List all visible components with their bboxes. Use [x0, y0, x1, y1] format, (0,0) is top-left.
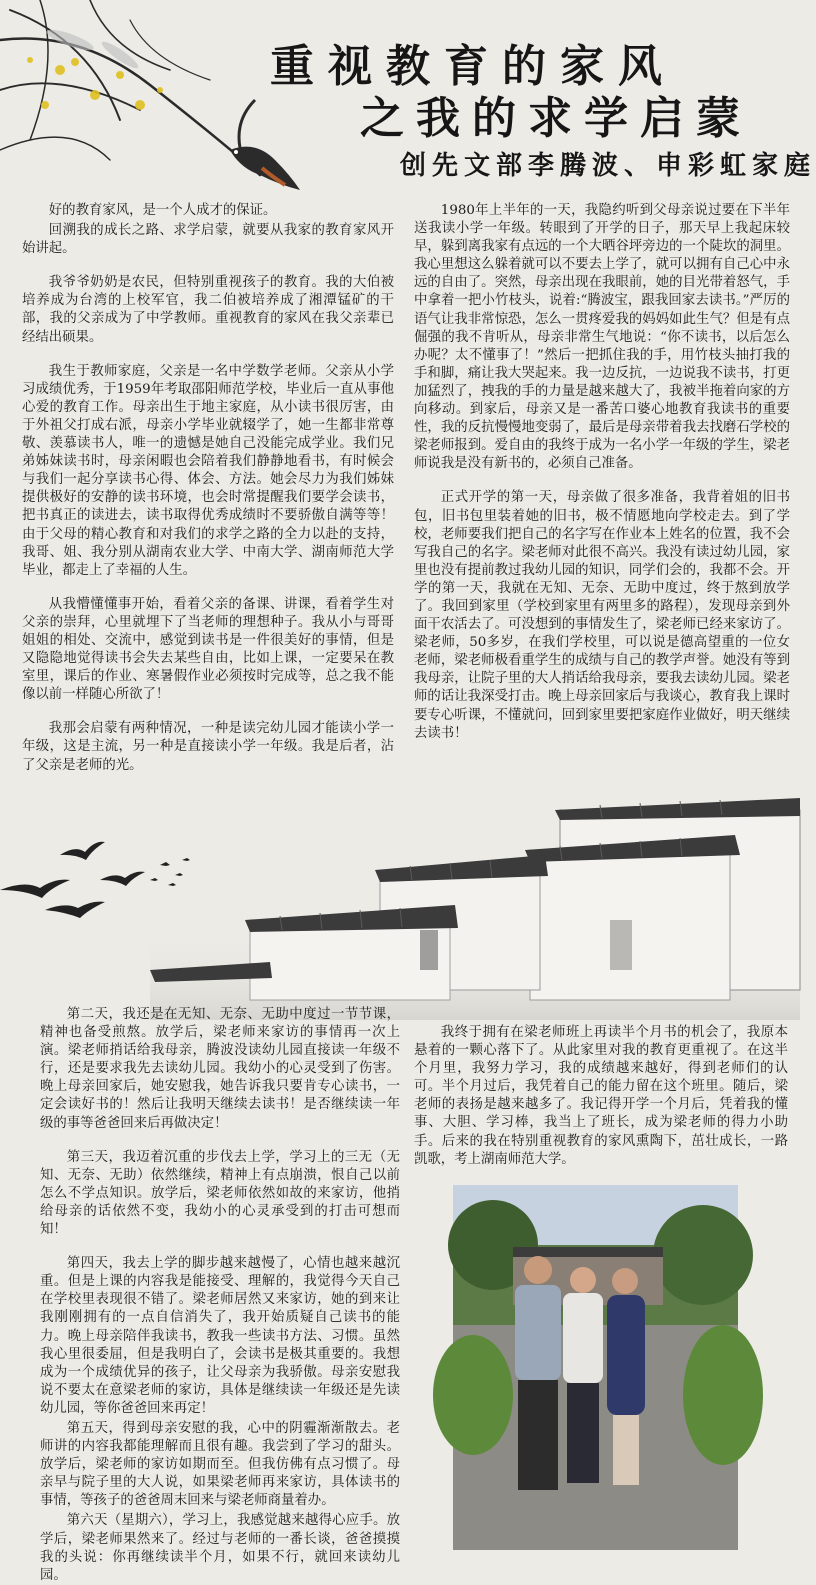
paragraph: 第四天，我去上学的脚步越来越慢了，心情也越来越沉重。但是上课的内容我是能接受、理解的，我觉得今天自己在学校里表现很不错了。梁老师居然又来家访，她的到来让我刚刚拥有的一点自信消失了，我开始质疑自己读书的能力。晚上母亲陪伴我读书，教我一些读书方法、习惯。虽然我心里很委屈，但是我明白了，会读书是极其重要的。我想成为一个成绩优异的孩子，让父母亲为我骄傲。母亲安慰我说不要太在意梁老师的家访，具体是继续读一年级还是先读幼儿园，等你爸爸回来再定！: [40, 1256, 400, 1416]
subtitle: 创先文部李腾波、申彩虹家庭: [400, 151, 816, 181]
article-column-left-bottom: [40, 1006, 400, 1583]
paragraph: 从我懵懂懂事开始，看着父亲的备课、讲课，看着学生对父亲的崇拜，心里就埋下了当老师的理想种子。我从小与哥哥姐姐的相处、交流中，感觉到读书是一件很美好的事情，但是又隐隐地觉得读书会失去某些自由，比如上课，一定要呆在教室里，课后的作业、寒暑假作业必须按时完成等，总之我不能像以前一样随心所欲了！: [22, 596, 394, 703]
article-column-right-top: [414, 202, 790, 774]
paragraph: 第二天，我还是在无知、无奈、无助中度过一节节课，精神也备受煎熬。放学后，梁老师来家访的事情再一次上演。梁老师捎话给我母亲，腾波没读幼儿园直接读一年级不行，还是要求我先去读幼儿园。我幼小的心灵受到了伤害。晚上母亲回家后，她安慰我，她告诉我只要肯专心读书，一定会读好书的！然后让我明天继续去读书！是否继续读一年级的事等爸爸回来后再做决定！: [40, 1007, 400, 1131]
family-photo: [453, 1185, 738, 1550]
paragraph: 我那会启蒙有两种情况，一种是读完幼儿园才能读小学一年级，这是主流，另一种是直接读小学一年级。我是后者，沾了父亲是老师的光。: [22, 721, 394, 773]
paragraph: 第六天（星期六），学习上，我感觉越来越得心应手。放学后，梁老师果然来了。经过与老师的一番长谈，爸爸摸摸我的头说：你再继续读半个月，如果不行，就回来读幼儿园。: [40, 1513, 400, 1583]
article-column-right-bottom: [414, 1024, 788, 1174]
title-line-2: 之我的求学启蒙: [360, 93, 752, 144]
paragraph: 1980年上半年的一天，我隐约听到父母亲说过要在下半年送我读小学一年级。转眼到了开学的日子，那天早上我起床较早，躲到离我家有点远的一个大晒谷坪旁边的一个陡坎的洞里。我心里想这么躲着就可以不要去上学了，就可以拥有自己心中永远的自由了。突然，母亲出现在我眼前，她的目光带着怒气，手中拿着一把小竹枝头，说着:“腾波宝，跟我回家去读书。”严厉的语气让我非常惊恐，怎么一贯疼爱我的妈妈如此生气？但是有点倔强的我不肯听从，母亲非常生气地说：“你不读书，以后怎么办呢？太不懂事了！”然后一把抓住我的手，用竹枝头抽打我的手和脚，痛让我大哭起来。我一边反抗，一边说我不读书，打更加猛烈了，拽我的手的力量是越来越大了，我被半拖着向家的方向移动。到家后，母亲又是一番苦口婆心地教育我读书的重要性，我的反抗慢慢地变弱了，最后是母亲带着我去找磨石学校的梁老师报到。爱自由的我终于成为一名小学一年级的学生，梁老师说我是没有新书的，必须自己准备。: [414, 203, 790, 472]
article-column-left-top: [22, 202, 394, 782]
paragraph: 第三天，我迈着沉重的步伐去上学，学习上的三无（无知、无奈、无助）依然继续，精神上有点崩溃，恨自己以前怎么不学点知识。放学后，梁老师依然如故的来家访，他捎给母亲的话依然不变，我幼小的心灵承受到的打击可想而知！: [40, 1149, 400, 1238]
ink-village-icon: [0, 780, 800, 1020]
paragraph: 第五天，得到母亲安慰的我，心中的阴霾渐渐散去。老师讲的内容我都能理解而且很有趣。我尝到了学习的甜头。放学后，梁老师的家访如期而至。但我仿佛有点习惯了。母亲早与院子里的大人说，如果梁老师再来家访，具体读书的事情，等孩子的爸爸周末回来与梁老师商量着办。: [40, 1420, 400, 1509]
flying-birds-icon: [0, 842, 190, 918]
family-photo-icon: [453, 1185, 738, 1550]
paragraph: 我爷爷奶奶是农民，但特别重视孩子的教育。我的大伯被培养成为台湾的上校军官，我二伯被培养成了湘潭锰矿的干部，我的父亲成为了中学教师。重视教育的家风在我父亲辈已经结出硕果。: [22, 275, 394, 345]
bird-icon: [230, 100, 300, 190]
paragraph: 我生于教师家庭，父亲是一名中学数学老师。父亲从小学习成绩优秀，于1959年考取邵阳师范学校，毕业后一直从事他心爱的教育工作。母亲出生于地主家庭，从小读书很厉害，由于外祖父打成右派，母亲小学毕业就辍学了，她一生都非常尊敬、羡慕读书人，唯一的遗憾是她自己没能完成学业。我们兄弟姊妹读书时，母亲闲暇也会陪着我们静静地看书，有时候会与我们一起分享读书心得、体会、方法。她会尽力为我们姊妹提供极好的安静的读书环境，也会时常提醒我们要学会读书，把书真正的读进去，读书取得优秀成绩时不要骄傲自满等等！由于父母的精心教育和对我们的求学之路的全力以赴的支持，我哥、姐、我分别从湖南农业大学、中南大学、湖南师范大学毕业，都走上了幸福的人生。: [22, 363, 394, 578]
paragraph: 我终于拥有在梁老师班上再读半个月书的机会了，我原本悬着的一颗心落下了。从此家里对我的教育更重视了。在这半个月里，我努力学习，我的成绩越来越好，得到老师们的认可。半个月过后，我凭着自己的能力留在这个班里。随后，梁老师的表扬是越来越多了。我记得开学一个月后，凭着我的懂事、大胆、学习棒，我当上了班长，成为梁老师的得力小助手。后来的我在特别重视教育的家风熏陶下，茁壮成长，一路凯歌，考上湖南师范大学。: [414, 1025, 788, 1167]
paragraph: 正式开学的第一天，母亲做了很多准备，我背着姐的旧书包，旧书包里装着她的旧书，极不情愿地向学校走去。到了学校，老师要我们把自己的名字写在作业本上姓名的位置，我不会写我自己的名字。梁老师对此很不高兴。我没有读过幼儿园，家里也没有提前教过我幼儿园的知识，同学们会的，我都不会。开学的第一天，我就在无知、无奈、无助中度过，终于熬到放学了。我回到家里（学校到家里有两里多的路程），发现母亲到外面干农活去了。可没想到的事情发生了，梁老师已经来家访了。梁老师，50多岁，在我们学校里，可以说是德高望重的一位女老师，梁老师极看重学生的成绩与自己的教学声誉。她没有等到我母亲，让院子里的大人捎话给我母亲，要我去读幼儿园。梁老师的话让我深受打击。晚上母亲回家后与我谈心，教育我上课时要专心听课，不懂就问，回到家里要把家庭作业做好，明天继续去读书！: [414, 490, 790, 741]
paragraph: 好的教育家风，是一个人成才的保证。: [48, 203, 277, 218]
title-line-1: 重视教育的家风: [270, 41, 676, 92]
paragraph: 回溯我的成长之路、求学启蒙，就要从我家的教育家风开始讲起。: [22, 223, 394, 257]
